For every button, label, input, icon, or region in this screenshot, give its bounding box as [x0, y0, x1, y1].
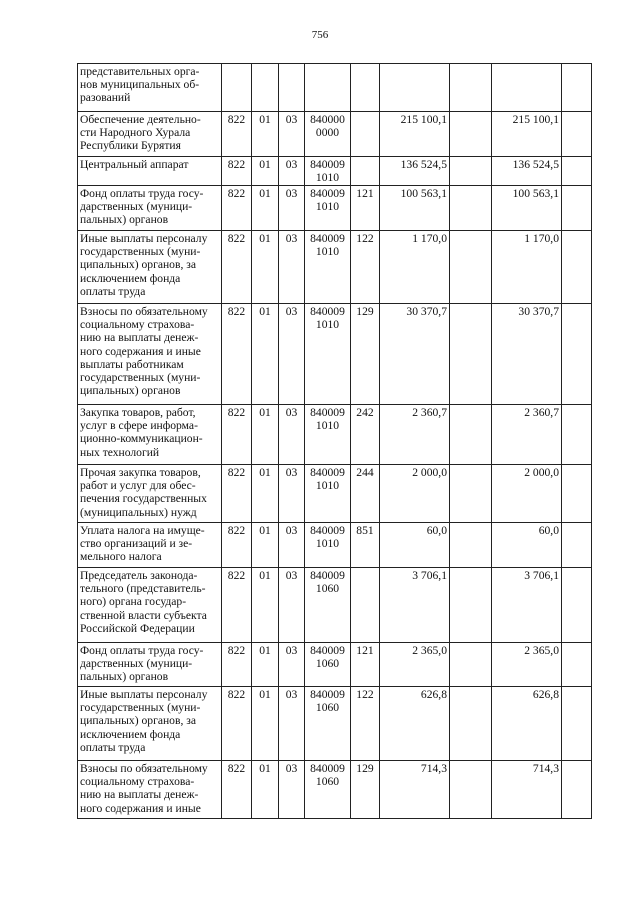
amount-extra-cell	[450, 465, 492, 523]
table-row	[78, 643, 592, 687]
target-article-cell: 840009 1060	[305, 643, 351, 687]
table-row	[78, 687, 592, 761]
ved-code-cell: 822	[222, 687, 252, 761]
subsection-code-cell: 03	[279, 157, 305, 186]
row-name-cell: представительных орга- нов муниципальных об- разований	[78, 64, 222, 112]
subsection-code-cell: 03	[279, 568, 305, 643]
expense-type-cell: 121	[351, 186, 380, 231]
amount-extra-cell	[450, 157, 492, 186]
amount-final-cell: 714,3	[492, 761, 562, 819]
subsection-code-cell: 03	[279, 231, 305, 304]
section-code-cell: 01	[252, 465, 279, 523]
amount-total-cell: 3 706,1	[380, 568, 450, 643]
ved-code-cell: 822	[222, 112, 252, 157]
target-article-cell: 840009 1060	[305, 568, 351, 643]
subsection-code-cell: 03	[279, 523, 305, 568]
amount-final-cell: 60,0	[492, 523, 562, 568]
amount-total-cell: 2 360,7	[380, 405, 450, 465]
empty-cell	[562, 568, 592, 643]
table-row	[78, 186, 592, 231]
subsection-code-cell: 03	[279, 304, 305, 405]
amount-extra-cell	[450, 186, 492, 231]
ved-code-cell: 822	[222, 304, 252, 405]
amount-total-cell: 215 100,1	[380, 112, 450, 157]
amount-total-cell: 100 563,1	[380, 186, 450, 231]
empty-cell	[562, 523, 592, 568]
empty-cell	[562, 643, 592, 687]
subsection-code-cell: 03	[279, 643, 305, 687]
amount-final-cell: 136 524,5	[492, 157, 562, 186]
table-row	[78, 157, 592, 186]
row-name-cell: Фонд оплаты труда госу- дарственных (муници- пальных) органов	[78, 186, 222, 231]
section-code-cell: 01	[252, 157, 279, 186]
table-row	[78, 405, 592, 465]
target-article-cell: 840009 1010	[305, 523, 351, 568]
row-name-cell: Закупка товаров, работ, услуг в сфере информа- ционно-коммуникацион- ных технологий	[78, 405, 222, 465]
expense-type-cell: 242	[351, 405, 380, 465]
subsection-code-cell: 03	[279, 761, 305, 819]
row-name-cell: Уплата налога на имуще- ство организаций и зе- мельного налога	[78, 523, 222, 568]
target-article-cell	[305, 64, 351, 112]
expense-type-cell: 122	[351, 687, 380, 761]
row-name-cell: Взносы по обязательному социальному страхова- нию на выплаты денеж- ного содержания и иные	[78, 761, 222, 819]
empty-cell	[562, 64, 592, 112]
expense-type-cell: 129	[351, 304, 380, 405]
subsection-code-cell: 03	[279, 687, 305, 761]
section-code-cell: 01	[252, 568, 279, 643]
empty-cell	[562, 687, 592, 761]
target-article-cell: 840009 1060	[305, 761, 351, 819]
amount-final-cell: 215 100,1	[492, 112, 562, 157]
amount-extra-cell	[450, 231, 492, 304]
section-code-cell: 01	[252, 304, 279, 405]
table-row	[78, 231, 592, 304]
table-row	[78, 112, 592, 157]
target-article-cell: 840009 1010	[305, 405, 351, 465]
row-name-cell: Обеспечение деятельно- сти Народного Хурала Республики Бурятия	[78, 112, 222, 157]
section-code-cell: 01	[252, 761, 279, 819]
amount-extra-cell	[450, 643, 492, 687]
expense-type-cell: 851	[351, 523, 380, 568]
amount-final-cell	[492, 64, 562, 112]
ved-code-cell: 822	[222, 568, 252, 643]
target-article-cell: 840009 1010	[305, 465, 351, 523]
amount-final-cell: 2 365,0	[492, 643, 562, 687]
amount-total-cell: 714,3	[380, 761, 450, 819]
subsection-code-cell: 03	[279, 186, 305, 231]
section-code-cell: 01	[252, 523, 279, 568]
expense-type-cell	[351, 157, 380, 186]
subsection-code-cell: 03	[279, 465, 305, 523]
section-code-cell: 01	[252, 112, 279, 157]
table-row	[78, 523, 592, 568]
amount-extra-cell	[450, 568, 492, 643]
amount-extra-cell	[450, 112, 492, 157]
ved-code-cell: 822	[222, 186, 252, 231]
ved-code-cell: 822	[222, 405, 252, 465]
table-row	[78, 64, 592, 112]
row-name-cell: Фонд оплаты труда госу- дарственных (муници- пальных) органов	[78, 643, 222, 687]
section-code-cell: 01	[252, 231, 279, 304]
section-code-cell: 01	[252, 186, 279, 231]
row-name-cell: Центральный аппарат	[78, 157, 222, 186]
amount-extra-cell	[450, 523, 492, 568]
amount-total-cell: 1 170,0	[380, 231, 450, 304]
subsection-code-cell	[279, 64, 305, 112]
empty-cell	[562, 231, 592, 304]
amount-extra-cell	[450, 687, 492, 761]
amount-total-cell: 2 000,0	[380, 465, 450, 523]
amount-total-cell	[380, 64, 450, 112]
row-name-cell: Иные выплаты персоналу государственных (муни- ципальных) органов, за исключением фонда оплаты труда	[78, 231, 222, 304]
expense-type-cell: 122	[351, 231, 380, 304]
amount-final-cell: 100 563,1	[492, 186, 562, 231]
amount-extra-cell	[450, 405, 492, 465]
expense-type-cell	[351, 568, 380, 643]
target-article-cell: 840009 1060	[305, 687, 351, 761]
ved-code-cell: 822	[222, 231, 252, 304]
expense-type-cell	[351, 112, 380, 157]
section-code-cell: 01	[252, 687, 279, 761]
budget-table	[77, 63, 592, 819]
table-row	[78, 761, 592, 819]
amount-final-cell: 2 000,0	[492, 465, 562, 523]
amount-total-cell: 60,0	[380, 523, 450, 568]
row-name-cell: Прочая закупка товаров, работ и услуг для обес- печения государственных (муниципальных) нужд	[78, 465, 222, 523]
amount-final-cell: 1 170,0	[492, 231, 562, 304]
ved-code-cell: 822	[222, 523, 252, 568]
amount-extra-cell	[450, 761, 492, 819]
amount-total-cell: 626,8	[380, 687, 450, 761]
table-row	[78, 465, 592, 523]
amount-final-cell: 30 370,7	[492, 304, 562, 405]
subsection-code-cell: 03	[279, 112, 305, 157]
expense-type-cell: 244	[351, 465, 380, 523]
amount-total-cell: 136 524,5	[380, 157, 450, 186]
amount-total-cell: 30 370,7	[380, 304, 450, 405]
empty-cell	[562, 186, 592, 231]
target-article-cell: 840009 1010	[305, 231, 351, 304]
ved-code-cell: 822	[222, 157, 252, 186]
table-row	[78, 304, 592, 405]
amount-extra-cell	[450, 64, 492, 112]
empty-cell	[562, 304, 592, 405]
expense-type-cell: 129	[351, 761, 380, 819]
page-number: 756	[311, 29, 329, 41]
amount-final-cell: 3 706,1	[492, 568, 562, 643]
section-code-cell: 01	[252, 405, 279, 465]
expense-type-cell	[351, 64, 380, 112]
row-name-cell: Иные выплаты персоналу государственных (муни- ципальных) органов, за исключением фонда оплаты труда	[78, 687, 222, 761]
section-code-cell: 01	[252, 643, 279, 687]
target-article-cell: 840009 1010	[305, 157, 351, 186]
empty-cell	[562, 465, 592, 523]
empty-cell	[562, 157, 592, 186]
empty-cell	[562, 761, 592, 819]
section-code-cell	[252, 64, 279, 112]
empty-cell	[562, 405, 592, 465]
target-article-cell: 840009 1010	[305, 186, 351, 231]
empty-cell	[562, 112, 592, 157]
row-name-cell: Председатель законода- тельного (представитель- ного) органа государ- ственной власти субъекта Российской Федерации	[78, 568, 222, 643]
ved-code-cell	[222, 64, 252, 112]
row-name-cell: Взносы по обязательному социальному страхова- нию на выплаты денеж- ного содержания и иные выплаты работникам государственных (муни- ципальных) органов	[78, 304, 222, 405]
amount-final-cell: 2 360,7	[492, 405, 562, 465]
target-article-cell: 840009 1010	[305, 304, 351, 405]
subsection-code-cell: 03	[279, 405, 305, 465]
target-article-cell: 840000 0000	[305, 112, 351, 157]
ved-code-cell: 822	[222, 761, 252, 819]
amount-extra-cell	[450, 304, 492, 405]
amount-total-cell: 2 365,0	[380, 643, 450, 687]
expense-type-cell: 121	[351, 643, 380, 687]
ved-code-cell: 822	[222, 465, 252, 523]
ved-code-cell: 822	[222, 643, 252, 687]
amount-final-cell: 626,8	[492, 687, 562, 761]
table-row	[78, 568, 592, 643]
